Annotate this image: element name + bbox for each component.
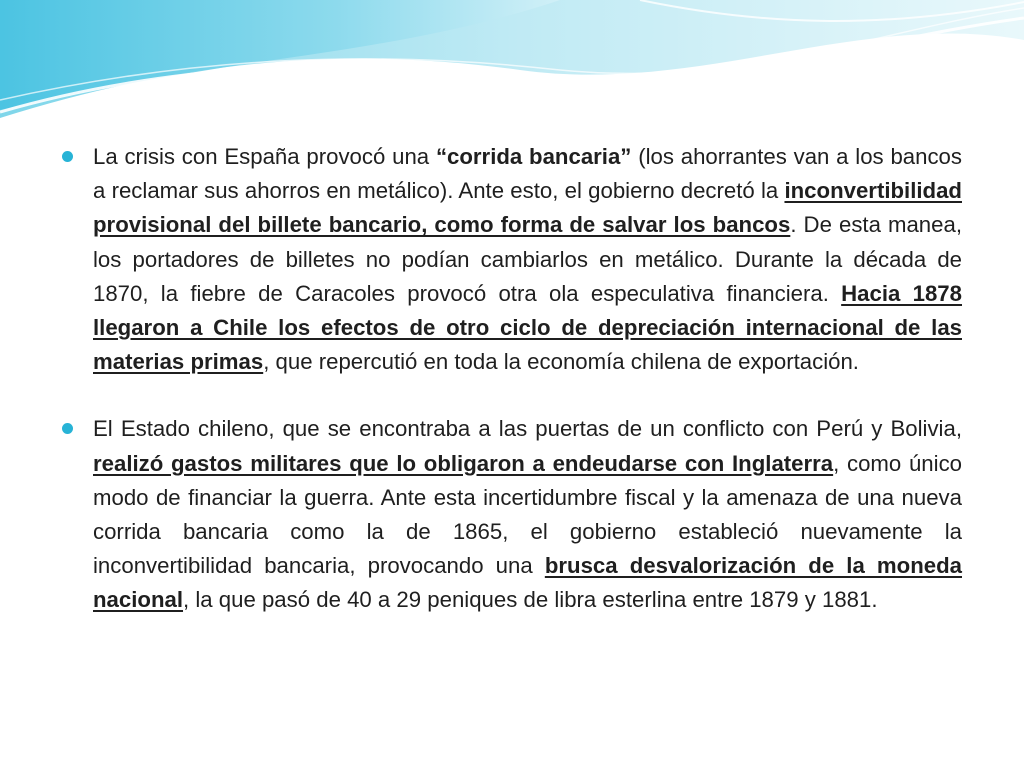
text-segment: , como único modo de financiar la guerra. Ante esta incertidumbre fiscal y la amenaza de una nueva corrida bancaria como la de 1865, el gobierno estableció nuevamente la inconvertibilidad bancaria, provocando una — [93, 450, 963, 579]
bullet-paragraph — [62, 412, 962, 617]
emphasized-phrase: realizó gastos militares que lo obligaron a endeudarse con Inglaterra — [93, 450, 834, 476]
text-segment: , que repercutió en toda la economía chilena de exportación. — [263, 349, 859, 375]
bold-phrase: “corrida bancaria” — [435, 144, 632, 169]
text-segment: (los ahorrantes van a los bancos a reclamar sus ahorros en metálico). Ante esto, el gobierno decretó la — [93, 144, 962, 204]
bullet-dot-icon — [62, 423, 73, 434]
emphasized-phrase: Hacia 1878 llegaron a Chile los efectos de otro ciclo de depreciación internacional de las materias primas — [93, 280, 962, 375]
header-wave-decoration — [0, 0, 1024, 130]
text-segment: , la que pasó de 40 a 29 peniques de libra esterlina entre 1879 y 1881. — [183, 587, 878, 613]
text-segment: . De esta manea, los portadores de billetes no podían cambiarlos en metálico. Durante la década de 1870, la fiebre de Caracoles provocó otra ola especulativa financiera. — [93, 212, 962, 306]
text-segment: El Estado chileno, que se encontraba a las puertas de un conflicto con Perú y Bolivia, — [93, 416, 962, 442]
text-segment: La crisis con España provocó una — [93, 144, 436, 169]
emphasized-phrase: brusca desvalorización de la moneda nacional — [93, 553, 962, 613]
slide-body — [62, 140, 962, 651]
emphasized-phrase: inconvertibilidad provisional del billete bancario, como forma de salvar los bancos — [93, 178, 962, 238]
bullet-dot-icon — [62, 151, 73, 162]
bullet-paragraph — [62, 140, 962, 379]
